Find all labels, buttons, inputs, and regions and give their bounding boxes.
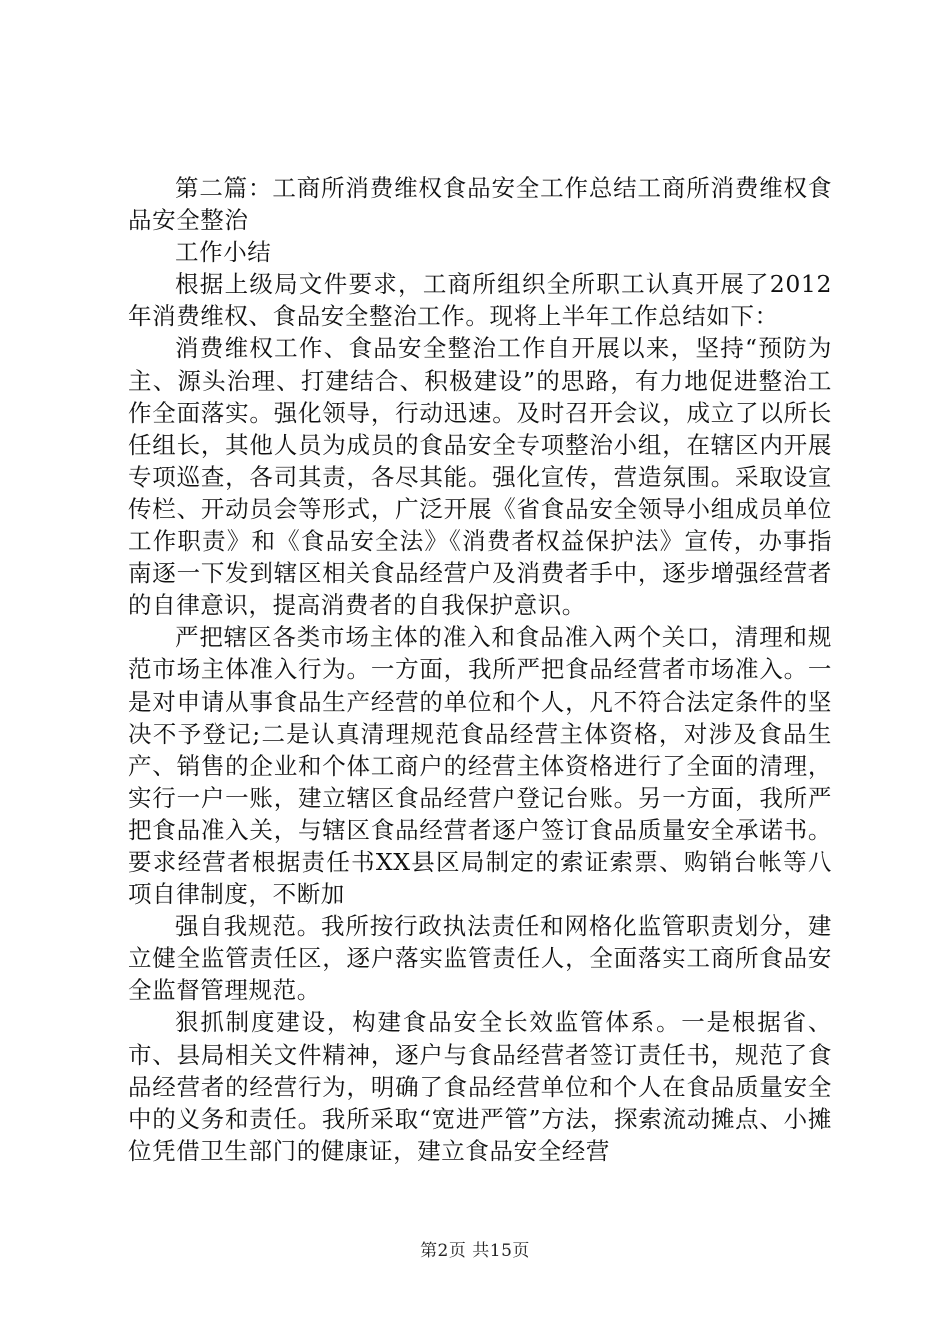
paragraph-title: 第二篇：工商所消费维权食品安全工作总结工商所消费维权食品安全整治 — [128, 174, 832, 235]
paragraph-market-access: 严把辖区各类市场主体的准入和食品准入两个关口，清理和规范市场主体准入行为。一方面，我所严把食品经营者市场准入。一是对申请从事食品生产经营的单位和个人，凡不符合法定条件的坚决不予登记;二是认真清理规范食品经营主体资格，对涉及食品生产、销售的企业和个体工商户的经营主体资格进行了全面的清理，实行一户一账，建立辖区食品经营户登记台账。另一方面，我所严把食品准入关，与辖区食品经营者逐户签订食品质量安全承诺书。要求经营者根据责任书XX县区局制定的索证索票、购销台帐等八项自律制度，不断加 — [128, 623, 832, 909]
paragraph-self-regulation: 强自我规范。我所按行政执法责任和网格化监管职责划分，建立健全监管责任区，逐户落实监管责任人，全面落实工商所食品安全监督管理规范。 — [128, 912, 832, 1005]
paragraph-consumer-rights: 消费维权工作、食品安全整治工作自开展以来，坚持“预防为主、源头治理、打建结合、积极建设”的思路，有力地促进整治工作全面落实。强化领导，行动迅速。及时召开会议，成立了以所长任组长，其他人员为成员的食品安全专项整治小组，在辖区内开展专项巡查，各司其责，各尽其能。强化宣传，营造氛围。采取设宣传栏、开动员会等形式，广泛开展《省食品安全领导小组成员单位工作职责》和《食品安全法》《消费者权益保护法》宣传，办事指南逐一下发到辖区相关食品经营户及消费者手中，逐步增强经营者的自律意识，提高消费者的自我保护意识。 — [128, 334, 832, 620]
paragraph-intro: 根据上级局文件要求，工商所组织全所职工认真开展了2012年消费维权、食品安全整治工作。现将上半年工作总结如下： — [128, 270, 832, 331]
paragraph-system-building: 狠抓制度建设，构建食品安全长效监管体系。一是根据省、市、县局相关文件精神，逐户与食品经营者签订责任书，规范了食品经营者的经营行为，明确了食品经营单位和个人在食品质量安全中的义务和责任。我所采取“宽进严管”方法，探索流动摊点、小摊位凭借卫生部门的健康证，建立食品安全经营 — [128, 1008, 832, 1165]
paragraph-subtitle: 工作小结 — [175, 238, 272, 267]
document-body — [128, 172, 832, 1167]
page-number-footer: 第2页 共15页 — [420, 1241, 530, 1261]
